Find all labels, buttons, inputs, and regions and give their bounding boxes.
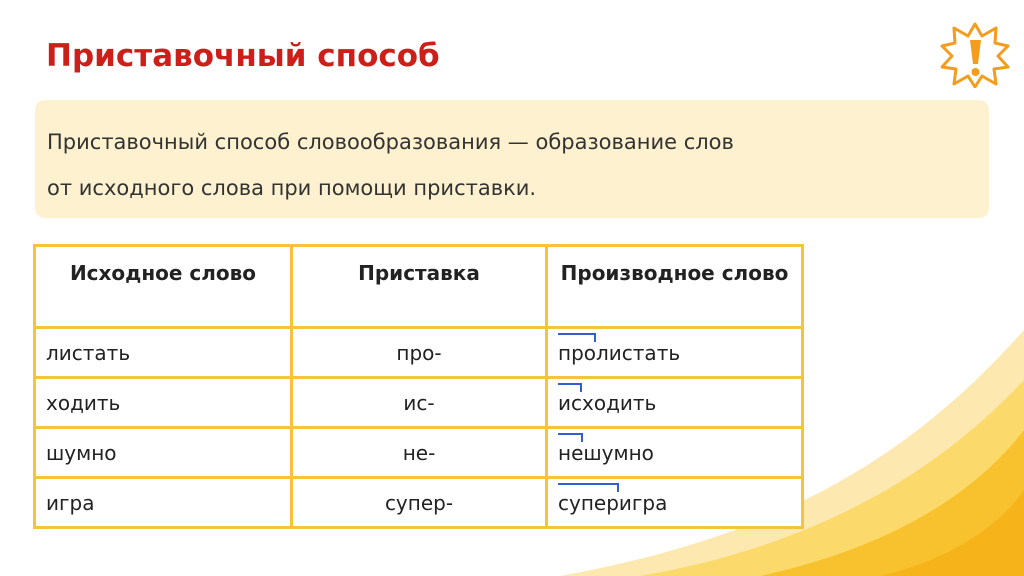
derived-word: пролистать [558, 341, 680, 365]
prefix-mark [558, 333, 596, 342]
prefix-mark [558, 433, 583, 442]
page-title: Приставочный способ [46, 38, 440, 74]
source-word-cell: шумно [35, 428, 292, 478]
prefix-cell: супер- [292, 478, 547, 528]
source-word-cell: листать [35, 328, 292, 378]
table-row [35, 428, 803, 478]
prefix-cell: про- [292, 328, 547, 378]
source-word-cell: ходить [35, 378, 292, 428]
derived-word-cell [547, 478, 803, 528]
source-word-cell: игра [35, 478, 292, 528]
derived-word-cell [547, 328, 803, 378]
table-row [35, 478, 803, 528]
definition-line-2: от исходного слова при помощи приставки. [47, 176, 537, 200]
prefix-mark [558, 483, 619, 492]
prefix-cell: ис- [292, 378, 547, 428]
definition-box [35, 100, 989, 218]
table-header-row [35, 246, 803, 328]
table-row [35, 378, 803, 428]
word-formation-table [33, 244, 804, 529]
header-prefix: Приставка [292, 246, 547, 328]
exclamation-burst-icon [940, 22, 1010, 88]
derived-word: суперигра [558, 491, 667, 515]
derived-word: исходить [558, 391, 656, 415]
derived-word-cell [547, 378, 803, 428]
header-derived-word: Производное слово [547, 246, 803, 328]
prefix-cell: не- [292, 428, 547, 478]
definition-line-1: Приставочный способ словообразования — образование слов [47, 130, 734, 154]
prefix-mark [558, 383, 582, 392]
derived-word: нешумно [558, 441, 654, 465]
header-source-word: Исходное слово [35, 246, 292, 328]
table-row [35, 328, 803, 378]
derived-word-cell [547, 428, 803, 478]
